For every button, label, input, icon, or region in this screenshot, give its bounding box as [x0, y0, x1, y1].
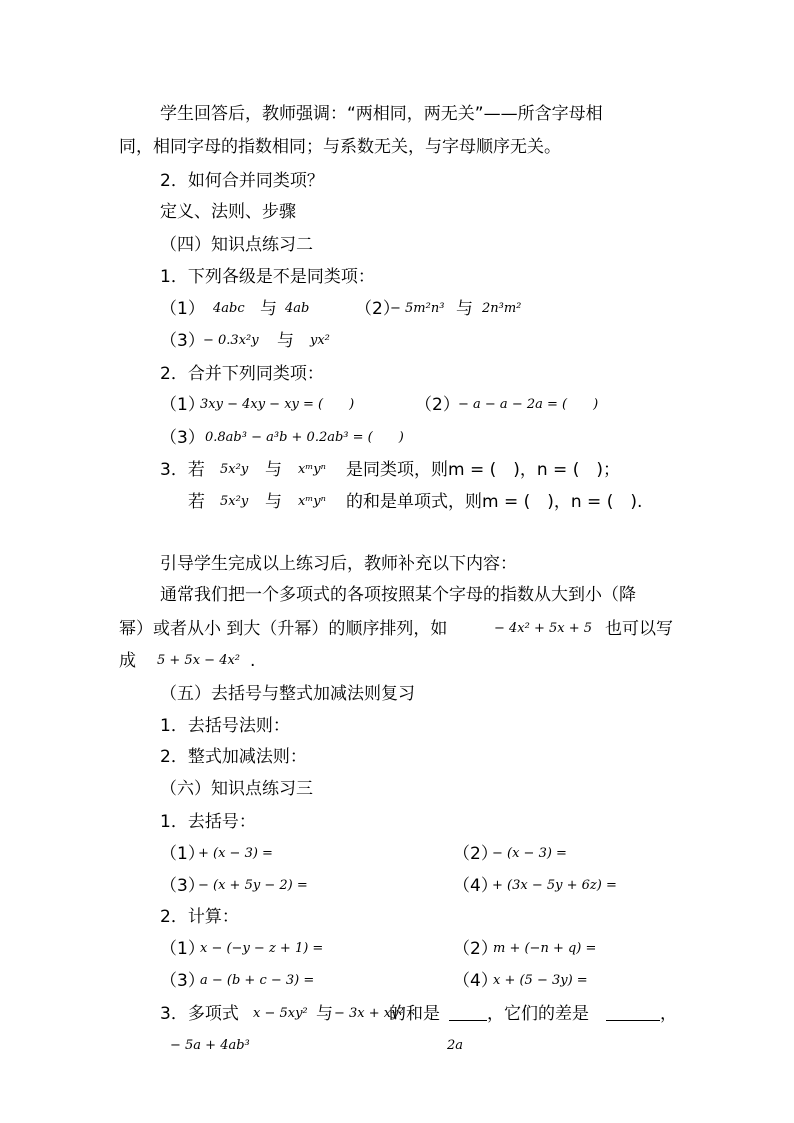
- math-expression: 2a: [447, 1038, 464, 1053]
- connector-text: 与: [277, 331, 294, 351]
- connector-text: 与: [456, 299, 473, 319]
- exercise-text: 的和是: [389, 1004, 440, 1024]
- item-number: （1）: [160, 844, 205, 864]
- exercise-heading: 3．多项式: [160, 1004, 239, 1024]
- math-expression: yx²: [310, 333, 330, 348]
- math-expression: x − 5xy²: [253, 1006, 308, 1021]
- item-number: （4）: [453, 971, 498, 991]
- math-expression: − 5a + 4ab³: [170, 1038, 250, 1053]
- math-expression: + (x − 3) =: [198, 846, 273, 861]
- math-expression: xᵐyⁿ: [298, 462, 326, 477]
- section-title: （五）去括号与整式加减法则复习: [160, 684, 415, 704]
- paragraph-line: 也可以写: [605, 619, 673, 639]
- math-expression: xᵐyⁿ: [298, 494, 326, 509]
- item-number: （3）: [160, 876, 205, 896]
- item-number: （4）: [453, 876, 498, 896]
- section-title: （六）知识点练习三: [160, 779, 313, 799]
- math-expression: − 4x² + 5x + 5: [494, 621, 593, 636]
- exercise-tail: 是同类项，则m = ( )，n = ( )；: [346, 460, 620, 480]
- connector-text: 与: [260, 299, 277, 319]
- math-expression: 3xy − 4xy − xy = ( ): [200, 397, 355, 412]
- exercise-text: ，: [660, 1004, 677, 1024]
- rule-line: 1．去括号法则：: [160, 716, 290, 736]
- math-expression: 4abc: [213, 301, 245, 316]
- exercise-heading: 2．计算：: [160, 907, 239, 927]
- answer-blank[interactable]: [606, 1004, 660, 1021]
- item-number: （1）: [160, 395, 205, 415]
- connector-text: 与: [265, 460, 282, 480]
- section-title: （四）知识点练习二: [160, 235, 313, 255]
- math-expression: − 0.3x²y: [203, 333, 259, 348]
- math-expression: 5x²y: [220, 462, 249, 477]
- math-expression: m + (−n + q) =: [493, 941, 597, 956]
- exercise-text: 若: [188, 492, 205, 512]
- math-expression: x + (5 − 3y) =: [493, 973, 588, 988]
- paragraph-line: 成: [119, 651, 136, 671]
- item-number: （3）: [160, 971, 205, 991]
- math-expression: 5x²y: [220, 494, 249, 509]
- exercise-heading: 3．若: [160, 460, 205, 480]
- item-number: （2）: [453, 939, 498, 959]
- math-expression: − 3x + xy²: [334, 1006, 404, 1021]
- math-expression: + (3x − 5y + 6z) =: [492, 878, 617, 893]
- exercise-item: [160, 298, 205, 320]
- paragraph-line: .: [250, 651, 256, 671]
- math-expression: 0.8ab³ − a³b + 0.2ab³ = ( ): [205, 430, 404, 445]
- exercise-text: ，它们的差是: [487, 1004, 589, 1024]
- math-expression: 5 + 5x − 4x²: [157, 653, 241, 668]
- definition-line: 定义、法则、步骤: [160, 202, 296, 222]
- paragraph-line: 同，相同字母的指数相同；与系数无关，与字母顺序无关。: [119, 137, 561, 157]
- exercise-heading: 1．下列各级是不是同类项：: [160, 267, 375, 287]
- math-expression: x − (−y − z + 1) =: [200, 941, 324, 956]
- item-number: （2）: [415, 395, 460, 415]
- paragraph-line: 引导学生完成以上练习后，教师补充以下内容：: [160, 554, 517, 574]
- item-number: （3）: [160, 331, 205, 351]
- item-number: （1）: [160, 299, 205, 319]
- paragraph-line: 幂）或者从小 到大（升幂）的顺序排列，如: [119, 619, 448, 639]
- rule-line: 2．整式加减法则：: [160, 747, 307, 767]
- exercise-heading: 1．去括号：: [160, 812, 256, 832]
- item-number: （1）: [160, 939, 205, 959]
- math-expression: − (x − 3) =: [492, 846, 567, 861]
- exercise-heading: 2．合并下列同类项：: [160, 364, 324, 384]
- math-expression: 4ab: [285, 301, 310, 316]
- item-number: （3）: [160, 428, 205, 448]
- math-expression: a − (b + c − 3) =: [200, 973, 315, 988]
- paragraph-line: 通常我们把一个多项式的各项按照某个字母的指数从大到小（降: [160, 585, 636, 605]
- math-expression: 2n³m²: [482, 301, 522, 316]
- paragraph-line: 学生回答后，教师强调：“两相同，两无关”——所含字母相: [160, 104, 603, 124]
- question-heading: 2．如何合并同类项？: [160, 171, 324, 191]
- item-number: （2）: [355, 299, 400, 319]
- math-expression: − (x + 5y − 2) =: [198, 878, 308, 893]
- answer-blank[interactable]: [449, 1004, 487, 1021]
- exercise-tail: 的和是单项式，则m = ( )，n = ( ).: [346, 492, 643, 512]
- item-number: （2）: [453, 844, 498, 864]
- connector-text: 与: [316, 1004, 333, 1024]
- math-expression: − 5m²n³: [390, 301, 445, 316]
- connector-text: 与: [265, 492, 282, 512]
- math-expression: − a − a − 2a = ( ): [458, 397, 599, 412]
